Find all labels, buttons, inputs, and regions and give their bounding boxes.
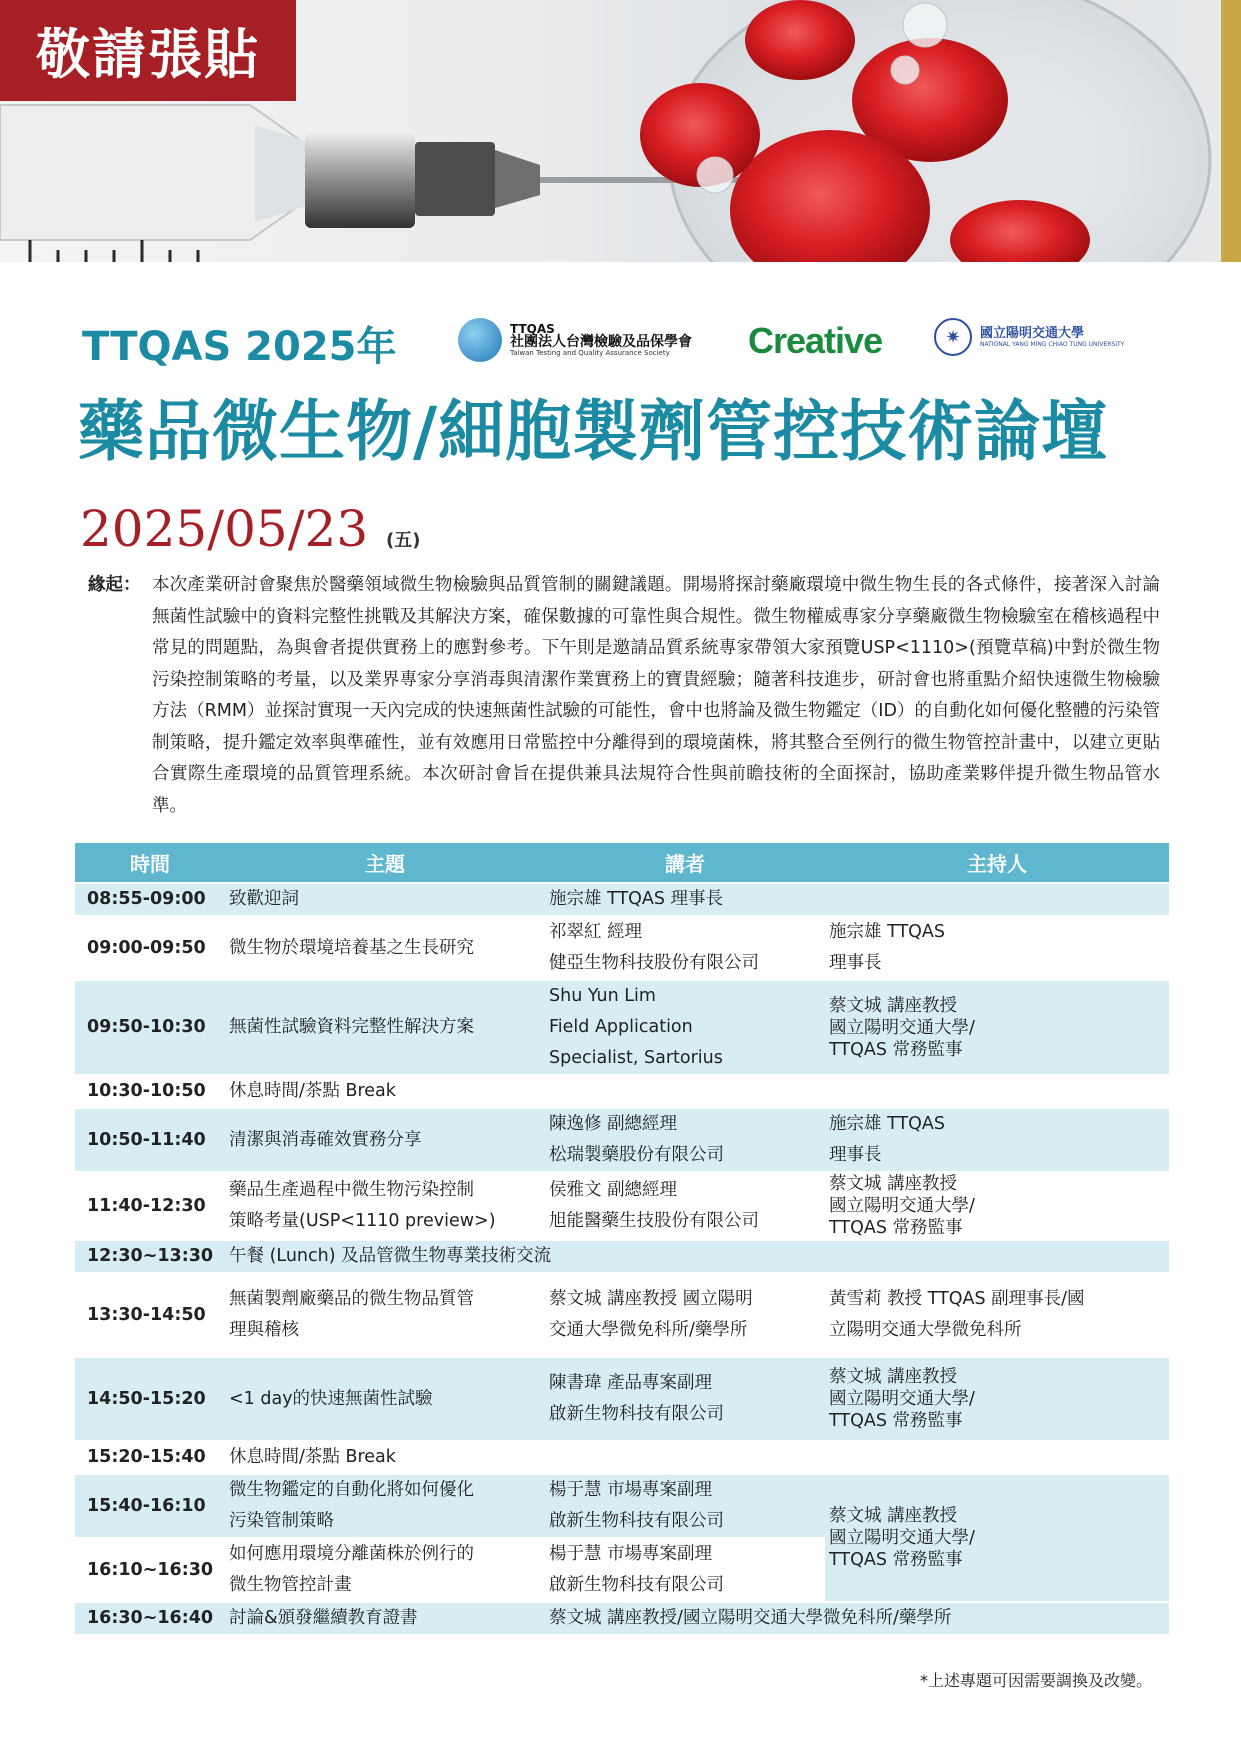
host-title: TTQAS 常務監事: [829, 1411, 963, 1431]
organizer-logos: [458, 318, 1158, 362]
table-row: [75, 1075, 1169, 1108]
footnote: *上述專題可因需要調換及改變。: [919, 1671, 1152, 1690]
agenda-table: [75, 843, 1169, 1634]
header-topic: 主題: [225, 843, 545, 883]
main-title: 藥品微生物/細胞製劑管控技術論壇: [78, 393, 1109, 470]
ttqas-abbr: TTQAS: [510, 321, 555, 336]
row-speaker: [545, 980, 825, 1075]
creative-logo: Creative: [748, 320, 883, 361]
row-topic: [225, 1172, 545, 1240]
ttqas-english-name: Taiwan Testing and Quality Assurance Society: [510, 348, 670, 357]
event-year-title: TTQAS 2025年: [82, 324, 397, 370]
host-title: TTQAS 常務監事: [829, 1218, 963, 1238]
host-title: TTQAS 常務監事: [829, 1550, 963, 1570]
row-topic: [225, 1474, 545, 1538]
row-time: 16:30~16:40: [75, 1602, 225, 1634]
host-affiliation: 國立陽明交通大學/: [829, 1196, 975, 1216]
table-row: [75, 1273, 1169, 1357]
row-host: [825, 1273, 1169, 1357]
header-time: 時間: [75, 843, 225, 883]
row-host: [825, 916, 1169, 980]
row-topic: <1 day的快速無菌性試驗: [225, 1357, 545, 1441]
topic-line: 藥品生產過程中微生物污染控制: [229, 1180, 474, 1200]
row-speaker: [545, 1474, 825, 1538]
table-row: [75, 1357, 1169, 1441]
row-time: 15:20-15:40: [75, 1441, 225, 1474]
speaker-name: Shu Yun Lim: [549, 986, 656, 1006]
row-speaker: [545, 1538, 825, 1602]
host-title: 理事長: [829, 953, 882, 973]
speaker-affiliation: 旭能醫藥生技股份有限公司: [549, 1211, 759, 1231]
host-affiliation: 立陽明交通大學微免科所: [829, 1320, 1022, 1340]
nycu-logo: [934, 318, 1124, 356]
speaker-affiliation: 松瑞製藥股份有限公司: [549, 1145, 724, 1165]
row-topic: 致歡迎詞: [225, 883, 545, 916]
row-speaker: 蔡文城 講座教授/國立陽明交通大學微免科所/藥學所: [545, 1602, 1169, 1634]
summary-text: 本次產業研討會聚焦於醫藥領域微生物檢驗與品質管制的關鍵議題。開場將探討藥廠環境中微生物生長的各式條件，接著深入討論無菌性試驗中的資料完整性挑戰及其解決方案，確保數據的可靠性與合規性。微生物權威專家分享藥廠微生物檢驗室在稽核過程中常見的問題點，為與會者提供實務上的應對參考。下午則是邀請品質系統專家帶領大家預覽USP<1110>(預覽草稿)中對於微生物污染控制策略的考量，以及業界專家分享消毒與清潔作業實務上的寶貴經驗；隨著科技進步，研討會也將重點介紹快速微生物檢驗方法（RMM）並探討實現一天內完成的快速無菌性試驗的可能性，會中也將論及微生物鑑定（ID）的自動化如何優化整體的污染管制策略，提升鑑定效率與準確性，並有效應用日常監控中分離得到的環境菌株，將其整合至例行的微生物管控計畫中，以建立更貼合實際生產環境的品質管理系統。本次研討會旨在提供兼具法規符合性與前瞻技術的全面探討，協助產業夥伴提升微生物品管水準。: [152, 575, 1160, 816]
table-row: [75, 1172, 1169, 1240]
table-row: [75, 1108, 1169, 1172]
row-topic: [225, 1273, 545, 1357]
host-affiliation: 國立陽明交通大學/: [829, 1389, 975, 1409]
row-host: [825, 1357, 1169, 1441]
row-speaker: [545, 1357, 825, 1441]
row-speaker: [545, 916, 825, 980]
event-weekday: (五): [386, 530, 421, 551]
speaker-title: Field Application: [549, 1017, 693, 1037]
speaker-name: 祁翠紅 經理: [549, 922, 643, 942]
topic-line: 策略考量(USP<1110 preview>): [229, 1211, 496, 1231]
host-name: 施宗雄 TTQAS: [829, 1114, 945, 1134]
ttqas-logo: [458, 318, 692, 362]
table-row: [75, 916, 1169, 980]
speaker-name: 蔡文城 講座教授 國立陽明: [549, 1289, 753, 1309]
gold-edge-bar: [1221, 0, 1241, 262]
row-time: 15:40-16:10: [75, 1474, 225, 1538]
host-affiliation: 國立陽明交通大學/: [829, 1017, 975, 1038]
row-topic: [225, 1538, 545, 1602]
post-notice-badge: 敬請張貼: [0, 0, 296, 101]
topic-line: 如何應用環境分離菌株於例行的: [229, 1544, 474, 1564]
row-speaker: [545, 1273, 825, 1357]
speaker-affiliation: 啟新生物科技有限公司: [549, 1575, 724, 1595]
row-time: 08:55-09:00: [75, 883, 225, 916]
row-topic: 微生物於環境培養基之生長研究: [225, 916, 545, 980]
row-topic: 無菌性試驗資料完整性解決方案: [225, 980, 545, 1075]
header-host: 主持人: [825, 843, 1169, 883]
speaker-name: 楊于慧 市場專案副理: [549, 1480, 713, 1500]
row-host: [825, 1108, 1169, 1172]
table-row: [75, 1441, 1169, 1474]
topic-line: 微生物鑑定的自動化將如何優化: [229, 1480, 474, 1500]
host-title: 理事長: [829, 1145, 882, 1165]
topic-line: 無菌製劑廠藥品的微生物品質管: [229, 1289, 474, 1309]
speaker-name: 楊于慧 市場專案副理: [549, 1544, 713, 1564]
globe-icon: [458, 318, 502, 362]
host-affiliation: 國立陽明交通大學/: [829, 1528, 975, 1548]
summary-label: 緣起：: [88, 575, 141, 595]
speaker-name: 陳逸修 副總經理: [549, 1114, 678, 1134]
speaker-affiliation: 啟新生物科技有限公司: [549, 1511, 724, 1531]
table-row: [75, 1602, 1169, 1634]
row-host: [825, 1172, 1169, 1240]
row-time: 16:10~16:30: [75, 1538, 225, 1602]
topic-line: 理與稽核: [229, 1320, 299, 1340]
host-title: TTQAS 常務監事: [829, 1039, 963, 1060]
event-date: 2025/05/23: [80, 500, 369, 558]
university-seal-icon: ✷: [934, 318, 972, 356]
host-name: 蔡文城 講座教授: [829, 995, 958, 1016]
table-row: [75, 1474, 1169, 1538]
row-host: [825, 980, 1169, 1075]
row-time: 11:40-12:30: [75, 1172, 225, 1240]
row-topic: 休息時間/茶點 Break: [225, 1075, 1169, 1108]
host-name: 蔡文城 講座教授: [829, 1174, 958, 1194]
topic-line: 污染管制策略: [229, 1511, 334, 1531]
row-topic: 清潔與消毒確效實務分享: [225, 1108, 545, 1172]
row-time: 13:30-14:50: [75, 1273, 225, 1357]
host-name: 施宗雄 TTQAS: [829, 922, 945, 942]
nycu-name: 國立陽明交通大學: [980, 325, 1085, 341]
nycu-english-name: NATIONAL YANG MING CHIAO TUNG UNIVERSITY: [980, 341, 1125, 349]
topic-line: 微生物管控計畫: [229, 1575, 352, 1595]
row-time: 14:50-15:20: [75, 1357, 225, 1441]
speaker-affiliation: 健亞生物科技股份有限公司: [549, 953, 759, 973]
table-row: [75, 1240, 1169, 1273]
host-name: 蔡文城 講座教授: [829, 1367, 958, 1387]
row-host: [825, 1474, 1169, 1602]
row-time: 12:30~13:30: [75, 1240, 225, 1273]
speaker-name: 侯雅文 副總經理: [549, 1180, 678, 1200]
row-time: 09:00-09:50: [75, 916, 225, 980]
host-name: 蔡文城 講座教授: [829, 1506, 958, 1526]
row-speaker: [545, 1108, 825, 1172]
host-name: 黃雪莉 教授 TTQAS 副理事長/國: [829, 1289, 1085, 1309]
speaker-affiliation: Specialist, Sartorius: [549, 1048, 723, 1068]
row-time: 10:50-11:40: [75, 1108, 225, 1172]
hero-banner: [0, 0, 1241, 262]
row-speaker: 施宗雄 TTQAS 理事長: [545, 883, 1169, 916]
speaker-affiliation: 交通大學微免科所/藥學所: [549, 1320, 748, 1340]
ttqas-name: 社團法人台灣檢驗及品保學會: [510, 334, 692, 351]
row-time: 09:50-10:30: [75, 980, 225, 1075]
row-topic: 休息時間/茶點 Break: [225, 1441, 1169, 1474]
speaker-affiliation: 啟新生物科技有限公司: [549, 1404, 724, 1424]
speaker-name: 陳書瑋 產品專案副理: [549, 1373, 713, 1393]
header-speaker: 講者: [545, 843, 825, 883]
row-speaker: [545, 1172, 825, 1240]
row-topic: 討論&頒發繼續教育證書: [225, 1602, 545, 1634]
row-topic: 午餐 (Lunch) 及品管微生物專業技術交流: [225, 1240, 1169, 1273]
table-row: [75, 980, 1169, 1075]
row-time: 10:30-10:50: [75, 1075, 225, 1108]
table-row: [75, 883, 1169, 916]
